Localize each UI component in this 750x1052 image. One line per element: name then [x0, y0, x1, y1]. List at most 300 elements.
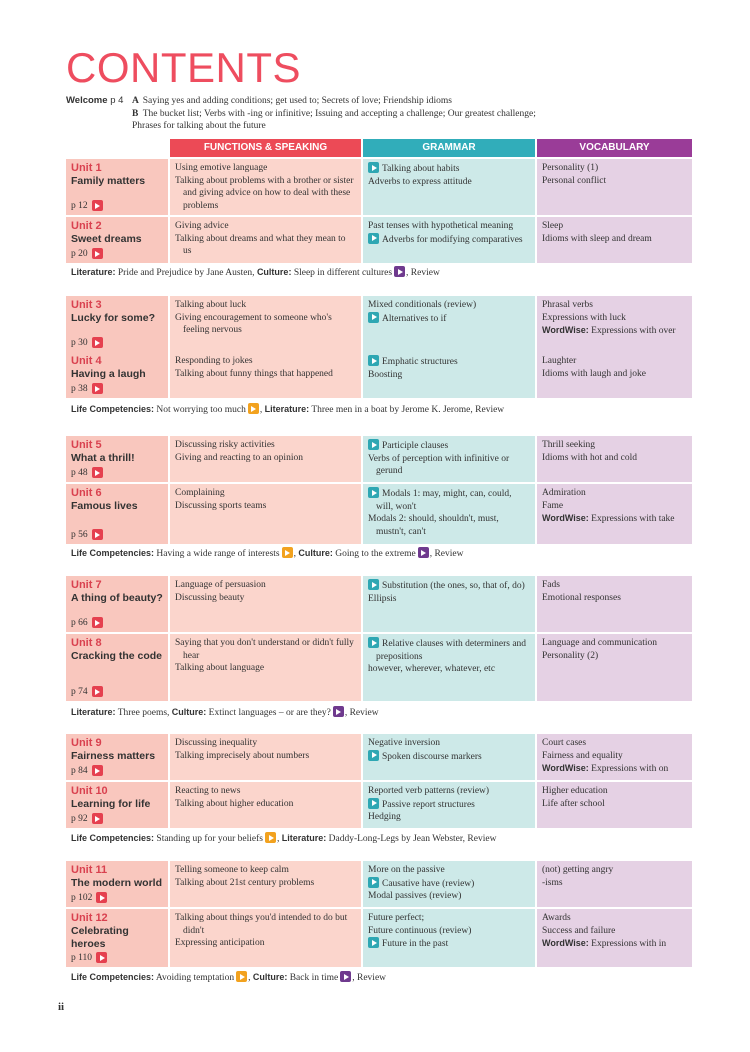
vocabulary-cell	[537, 634, 692, 701]
grammar-text: Future continuous (review)	[368, 925, 472, 936]
vocabulary-item	[542, 452, 687, 465]
footer-key: Life Competencies:	[71, 548, 155, 558]
grammar-text: Ellipsis	[368, 593, 397, 604]
functions-cell	[170, 352, 361, 398]
vocabulary-item	[542, 162, 687, 175]
footer-text: Daddy-Long-Legs by Jean Webster, Review	[326, 834, 497, 844]
unit-name: Fairness matters	[71, 750, 156, 762]
vocabulary-text: Sleep	[542, 221, 564, 231]
unit-page[interactable]	[71, 529, 106, 542]
vocabulary-item	[542, 299, 687, 312]
vocabulary-item	[542, 637, 687, 650]
vocabulary-item	[542, 233, 687, 246]
vocabulary-cell	[537, 217, 692, 263]
welcome-line-key: B	[132, 108, 141, 119]
unit-cell[interactable]	[66, 217, 168, 263]
functions-cell	[170, 296, 361, 352]
unit-page-number: p 56	[71, 529, 88, 540]
functions-cell	[170, 576, 361, 632]
vocabulary-cell	[537, 909, 692, 967]
unit-cell[interactable]	[66, 734, 168, 780]
video-play-icon[interactable]	[92, 383, 103, 394]
vocabulary-cell	[537, 436, 692, 482]
unit-cell[interactable]	[66, 484, 168, 544]
vocabulary-item	[542, 912, 687, 925]
grammar-cell	[363, 159, 535, 215]
unit-page[interactable]	[71, 617, 106, 630]
vocabulary-item	[542, 220, 687, 233]
functions-cell	[170, 634, 361, 701]
grammar-item	[368, 579, 530, 593]
vocabulary-item	[542, 579, 687, 592]
grammar-item	[368, 785, 530, 798]
footer-text: Three men in a boat by Jerome K. Jerome, Review	[309, 405, 505, 415]
unit-page[interactable]	[71, 686, 106, 699]
footer-key: Life Competencies:	[71, 404, 155, 414]
vocabulary-cell	[537, 484, 692, 544]
video-play-icon[interactable]	[92, 765, 103, 776]
grammar-text: Emphatic structures	[382, 357, 458, 367]
section-footer	[71, 403, 504, 416]
grammar-item	[368, 439, 530, 453]
unit-page-number: p 48	[71, 467, 88, 478]
vocabulary-cell	[537, 159, 692, 215]
footer-text: Avoiding temptation	[154, 973, 235, 983]
vocabulary-cell	[537, 576, 692, 632]
unit-cell[interactable]	[66, 296, 168, 352]
grammar-text: Modals 2: should, shouldn't, must, mustn't, can't	[368, 514, 499, 537]
grammar-text: Modal passives (review)	[368, 891, 462, 901]
unit-page[interactable]	[71, 337, 106, 350]
function-item: Talking about funny things that happened	[175, 368, 333, 379]
grammar-text: Alternatives to if	[382, 313, 447, 324]
unit-name: Celebrating	[71, 925, 129, 937]
vocabulary-text: Admiration	[542, 488, 586, 498]
functions-cell	[170, 861, 361, 907]
vocabulary-text: Personality (2)	[542, 650, 599, 661]
function-item: Responding to jokes	[175, 356, 253, 366]
vocabulary-text: Personality (1)	[542, 163, 599, 173]
vocabulary-item	[542, 175, 687, 188]
unit-row	[66, 634, 692, 701]
function-item: Talking about things you'd intended to do but didn't	[175, 913, 348, 936]
function-item: Complaining	[175, 488, 225, 498]
functions-cell	[170, 909, 361, 967]
video-play-icon[interactable]	[368, 750, 379, 761]
function-item: Talking about dreams and what they mean to us	[175, 233, 346, 256]
vocabulary-item	[542, 439, 687, 452]
function-item: Expressing anticipation	[175, 938, 265, 948]
function-item: Talking imprecisely about numbers	[175, 750, 310, 761]
footer-text: , Review	[406, 268, 440, 278]
grammar-item	[368, 912, 530, 925]
unit-row	[66, 734, 692, 780]
footer-text: Sleep in different cultures	[291, 268, 393, 278]
vocabulary-item	[542, 785, 687, 798]
vocabulary-text: Idioms with laugh and joke	[542, 368, 646, 379]
unit-page[interactable]	[71, 765, 106, 778]
video-play-icon[interactable]	[96, 952, 107, 963]
functions-cell	[170, 734, 361, 780]
unit-name: Famous lives	[71, 500, 138, 512]
grammar-item	[368, 299, 530, 312]
grammar-text: Adverbs to express attitude	[368, 176, 472, 187]
grammar-cell	[363, 861, 535, 907]
wordwise-label: WordWise:	[542, 513, 589, 523]
unit-row	[66, 909, 692, 967]
vocabulary-item	[542, 312, 687, 325]
vocabulary-text: Personal conflict	[542, 175, 607, 186]
unit-cell[interactable]	[66, 436, 168, 482]
video-play-icon[interactable]	[92, 337, 103, 348]
welcome-label: Welcome p 4	[66, 95, 124, 106]
grammar-item	[368, 513, 530, 538]
video-play-icon[interactable]	[96, 892, 107, 903]
footer-text: Going to the extreme	[332, 549, 416, 559]
unit-row	[66, 159, 692, 215]
vocabulary-text: Success and failure	[542, 925, 616, 936]
unit-page-number: p 12	[71, 200, 88, 211]
video-play-icon[interactable]	[368, 937, 379, 948]
unit-page[interactable]	[71, 383, 106, 396]
functions-cell	[170, 159, 361, 215]
footer-text: Extinct languages – or are they?	[206, 708, 331, 718]
grammar-item	[368, 798, 530, 812]
vocabulary-item	[542, 762, 687, 776]
page-number: ii	[58, 1001, 65, 1013]
unit-page[interactable]	[71, 892, 110, 905]
grammar-cell	[363, 576, 535, 632]
grammar-text: Hedging	[368, 812, 401, 822]
footer-key: Literature:	[281, 833, 327, 843]
vocabulary-text: Fairness and equality	[542, 750, 623, 761]
unit-page[interactable]	[71, 248, 106, 261]
vocabulary-text: Phrasal verbs	[542, 300, 593, 310]
section-footer	[71, 706, 379, 719]
vocabulary-text: (not) getting angry	[542, 865, 614, 875]
function-item: Using emotive language	[175, 163, 268, 173]
video-play-icon[interactable]	[418, 547, 429, 558]
vocabulary-text: Idioms with sleep and dream	[542, 233, 652, 244]
vocabulary-item	[542, 500, 687, 513]
unit-name: What a thrill!	[71, 452, 135, 464]
function-item: Giving encouragement to someone who's feeling nervous	[175, 312, 332, 335]
grammar-cell	[363, 634, 535, 701]
footer-text: Back in time	[287, 973, 339, 983]
video-play-icon[interactable]	[368, 233, 379, 244]
grammar-item	[368, 937, 530, 951]
grammar-text: Future perfect;	[368, 913, 425, 923]
unit-number: Unit 11	[71, 864, 108, 876]
unit-number: Unit 5	[71, 439, 102, 451]
header-functions-speaking: FUNCTIONS & SPEAKING	[170, 139, 361, 157]
footer-text: Not worrying too much	[154, 405, 246, 415]
video-play-icon[interactable]	[368, 579, 379, 590]
unit-page-number: p 110	[71, 952, 93, 963]
unit-name: Lucky for some?	[71, 312, 156, 324]
footer-key: Life Competencies:	[71, 972, 155, 982]
section-footer	[71, 547, 463, 560]
vocabulary-text: -isms	[542, 877, 563, 888]
video-play-icon[interactable]	[333, 706, 344, 717]
unit-cell[interactable]	[66, 352, 168, 398]
welcome-line-key: A	[132, 96, 141, 106]
vocabulary-text: Expressions with on	[591, 764, 669, 774]
grammar-cell	[363, 484, 535, 544]
footer-text: Three poems,	[115, 708, 172, 718]
grammar-text: Future in the past	[382, 939, 449, 949]
functions-cell	[170, 782, 361, 828]
unit-page[interactable]	[71, 200, 106, 213]
grammar-text: Boosting	[368, 369, 403, 380]
unit-number: Unit 4	[71, 355, 102, 367]
function-item: Discussing risky activities	[175, 440, 275, 450]
footer-text: , Review	[352, 973, 387, 983]
footer-text: Having a wide range of interests	[154, 549, 280, 559]
video-play-icon[interactable]	[92, 617, 103, 628]
grammar-text: Participle clauses	[382, 441, 449, 451]
footer-text: ,	[277, 834, 282, 844]
unit-cell[interactable]	[66, 159, 168, 215]
grammar-cell	[363, 909, 535, 967]
header-grammar: GRAMMAR	[363, 139, 535, 157]
vocabulary-item	[542, 864, 687, 877]
vocabulary-item	[542, 650, 687, 663]
unit-row	[66, 484, 692, 544]
function-item: Language of persuasion	[175, 580, 266, 590]
vocabulary-text: Thrill seeking	[542, 440, 596, 450]
unit-row	[66, 436, 692, 482]
function-item: Discussing beauty	[175, 592, 245, 603]
unit-page-number: p 74	[71, 686, 88, 697]
grammar-cell	[363, 217, 535, 263]
unit-name: Learning for life	[71, 798, 151, 810]
unit-number: Unit 2	[71, 220, 102, 232]
video-play-icon[interactable]	[368, 312, 379, 323]
functions-cell	[170, 484, 361, 544]
grammar-item	[368, 312, 530, 326]
grammar-item	[368, 162, 530, 176]
grammar-text: Passive report structures	[382, 799, 475, 810]
vocabulary-text: Expressions with in	[591, 939, 667, 949]
grammar-item	[368, 877, 530, 891]
grammar-item	[368, 925, 530, 938]
header-vocabulary: VOCABULARY	[537, 139, 692, 157]
unit-cell[interactable]	[66, 782, 168, 828]
unit-row	[66, 576, 692, 632]
video-play-icon[interactable]	[368, 798, 379, 809]
unit-cell[interactable]	[66, 909, 168, 967]
unit-number: Unit 3	[71, 299, 102, 311]
grammar-item	[368, 864, 530, 877]
video-play-icon[interactable]	[394, 266, 405, 277]
welcome-line-text: The bucket list; Verbs with -ing or infinitive; Issuing and accepting a challenge; Our greatest challenge;	[142, 108, 536, 119]
grammar-item	[368, 663, 530, 676]
grammar-text: More on the passive	[368, 865, 445, 875]
grammar-text: Reported verb patterns (review)	[368, 786, 490, 796]
grammar-text: Spoken discourse markers	[382, 751, 482, 762]
footer-text: ,	[293, 549, 299, 559]
vocabulary-text: Idioms with hot and cold	[542, 452, 637, 463]
welcome-line	[132, 108, 652, 121]
vocabulary-item	[542, 937, 687, 951]
unit-cell[interactable]	[66, 634, 168, 701]
grammar-text: Negative inversion	[368, 738, 441, 748]
vocabulary-text: Emotional responses	[542, 592, 621, 603]
footer-text: ,	[259, 405, 265, 415]
unit-row	[66, 782, 692, 828]
footer-key: Culture:	[298, 548, 333, 558]
vocabulary-item	[542, 877, 687, 890]
unit-page[interactable]	[71, 467, 106, 480]
video-play-icon[interactable]	[92, 200, 103, 211]
grammar-text: Adverbs for modifying comparatives	[382, 234, 523, 245]
video-play-icon[interactable]	[92, 686, 103, 697]
unit-page[interactable]	[71, 813, 106, 826]
section-footer	[71, 266, 440, 279]
unit-page[interactable]	[71, 952, 110, 965]
welcome-line	[132, 95, 652, 108]
vocabulary-item	[542, 512, 687, 526]
grammar-item	[368, 453, 530, 478]
grammar-text: Substitution (the ones, so, that of, do)	[382, 581, 525, 591]
vocabulary-text: Higher education	[542, 786, 608, 796]
grammar-text: Modals 1: may, might, can, could, will, won't	[376, 489, 512, 512]
footer-key: Literature:	[71, 267, 116, 277]
function-item: Talking about 21st century problems	[175, 877, 315, 888]
video-play-icon[interactable]	[92, 467, 103, 478]
grammar-item	[368, 811, 530, 824]
video-play-icon[interactable]	[236, 971, 247, 982]
footer-key: Culture:	[171, 707, 207, 717]
grammar-cell	[363, 296, 535, 352]
grammar-text: Mixed conditionals (review)	[368, 300, 477, 310]
function-item: Saying that you don't understand or didn't fully hear	[175, 638, 354, 661]
vocabulary-cell	[537, 352, 692, 398]
page-title: CONTENTS	[66, 44, 301, 91]
grammar-item	[368, 176, 530, 189]
function-item: Talking about problems with a brother or sister and giving advice on how to deal with these problems	[175, 175, 354, 211]
footer-key: Literature:	[71, 707, 116, 717]
video-play-icon[interactable]	[92, 529, 103, 540]
unit-row	[66, 296, 692, 352]
unit-number: Unit 8	[71, 637, 102, 649]
video-play-icon[interactable]	[368, 637, 379, 648]
unit-number: Unit 10	[71, 785, 108, 797]
vocabulary-item	[542, 925, 687, 938]
welcome-line-text: Phrases for talking about the future	[132, 121, 266, 131]
video-play-icon[interactable]	[92, 248, 103, 259]
grammar-cell	[363, 782, 535, 828]
footer-text: Standing up for your beliefs	[154, 834, 263, 844]
functions-cell	[170, 217, 361, 263]
footer-key: Culture:	[256, 267, 292, 277]
wordwise-label: WordWise:	[542, 325, 589, 335]
vocabulary-text: Laughter	[542, 356, 577, 366]
unit-page-number: p 38	[71, 383, 88, 394]
unit-number: Unit 12	[71, 912, 108, 924]
function-item: Reacting to news	[175, 786, 241, 796]
welcome-line-text: Saying yes and adding conditions; get used to; Secrets of love; Friendship idioms	[142, 96, 452, 106]
vocabulary-text: Awards	[542, 913, 571, 923]
unit-name: Sweet dreams	[71, 233, 142, 245]
video-play-icon[interactable]	[368, 439, 379, 450]
grammar-text: however, wherever, whatever, etc	[368, 664, 496, 674]
video-play-icon[interactable]	[368, 877, 379, 888]
unit-cell[interactable]	[66, 861, 168, 907]
video-play-icon[interactable]	[265, 832, 276, 843]
wordwise-label: WordWise:	[542, 938, 589, 948]
vocabulary-cell	[537, 782, 692, 828]
grammar-text: Verbs of perception with infinitive or gerund	[368, 453, 510, 476]
vocabulary-text: Expressions with take	[591, 514, 675, 524]
vocabulary-item	[542, 324, 687, 338]
section-footer	[71, 832, 496, 845]
grammar-item	[368, 355, 530, 369]
function-item: Discussing sports teams	[175, 500, 267, 511]
function-item: Talking about language	[175, 663, 265, 673]
vocabulary-item	[542, 592, 687, 605]
vocabulary-item	[542, 750, 687, 763]
grammar-item	[368, 750, 530, 764]
grammar-text: Causative have (review)	[382, 878, 475, 889]
grammar-item	[368, 220, 530, 233]
footer-key: Literature:	[264, 404, 310, 414]
unit-page-number: p 20	[71, 248, 88, 259]
unit-name: Cracking the code	[71, 650, 163, 662]
unit-name: The modern world	[71, 877, 163, 889]
function-item: Telling someone to keep calm	[175, 865, 289, 875]
wordwise-label: WordWise:	[542, 763, 589, 773]
grammar-item	[368, 487, 530, 513]
unit-page-number: p 92	[71, 813, 88, 824]
video-play-icon[interactable]	[282, 547, 293, 558]
footer-key: Life Competencies:	[71, 833, 155, 843]
vocabulary-text: Expressions with over	[591, 326, 676, 336]
video-play-icon[interactable]	[368, 162, 379, 173]
section-footer	[71, 971, 386, 984]
function-item: Giving and reacting to an opinion	[175, 452, 303, 463]
unit-page-number: p 66	[71, 617, 88, 628]
video-play-icon[interactable]	[368, 487, 379, 498]
function-item: Discussing inequality	[175, 738, 258, 748]
grammar-text: Past tenses with hypothetical meaning	[368, 221, 514, 231]
vocabulary-text: Expressions with luck	[542, 312, 626, 323]
grammar-item	[368, 637, 530, 663]
function-item: Talking about higher education	[175, 798, 294, 809]
vocabulary-cell	[537, 296, 692, 352]
vocabulary-item	[542, 737, 687, 750]
unit-name: Having a laugh	[71, 368, 146, 380]
unit-row	[66, 861, 692, 907]
unit-number: Unit 1	[71, 162, 102, 174]
unit-number: Unit 6	[71, 487, 102, 499]
grammar-item	[368, 369, 530, 382]
unit-cell[interactable]	[66, 576, 168, 632]
unit-page-number: p 84	[71, 765, 88, 776]
vocabulary-item	[542, 368, 687, 381]
vocabulary-cell	[537, 861, 692, 907]
grammar-item	[368, 737, 530, 750]
footer-text: ,	[248, 973, 253, 983]
video-play-icon[interactable]	[248, 403, 259, 414]
video-play-icon[interactable]	[368, 355, 379, 366]
video-play-icon[interactable]	[92, 813, 103, 824]
grammar-cell	[363, 734, 535, 780]
unit-row	[66, 217, 692, 263]
video-play-icon[interactable]	[340, 971, 351, 982]
vocabulary-item	[542, 487, 687, 500]
